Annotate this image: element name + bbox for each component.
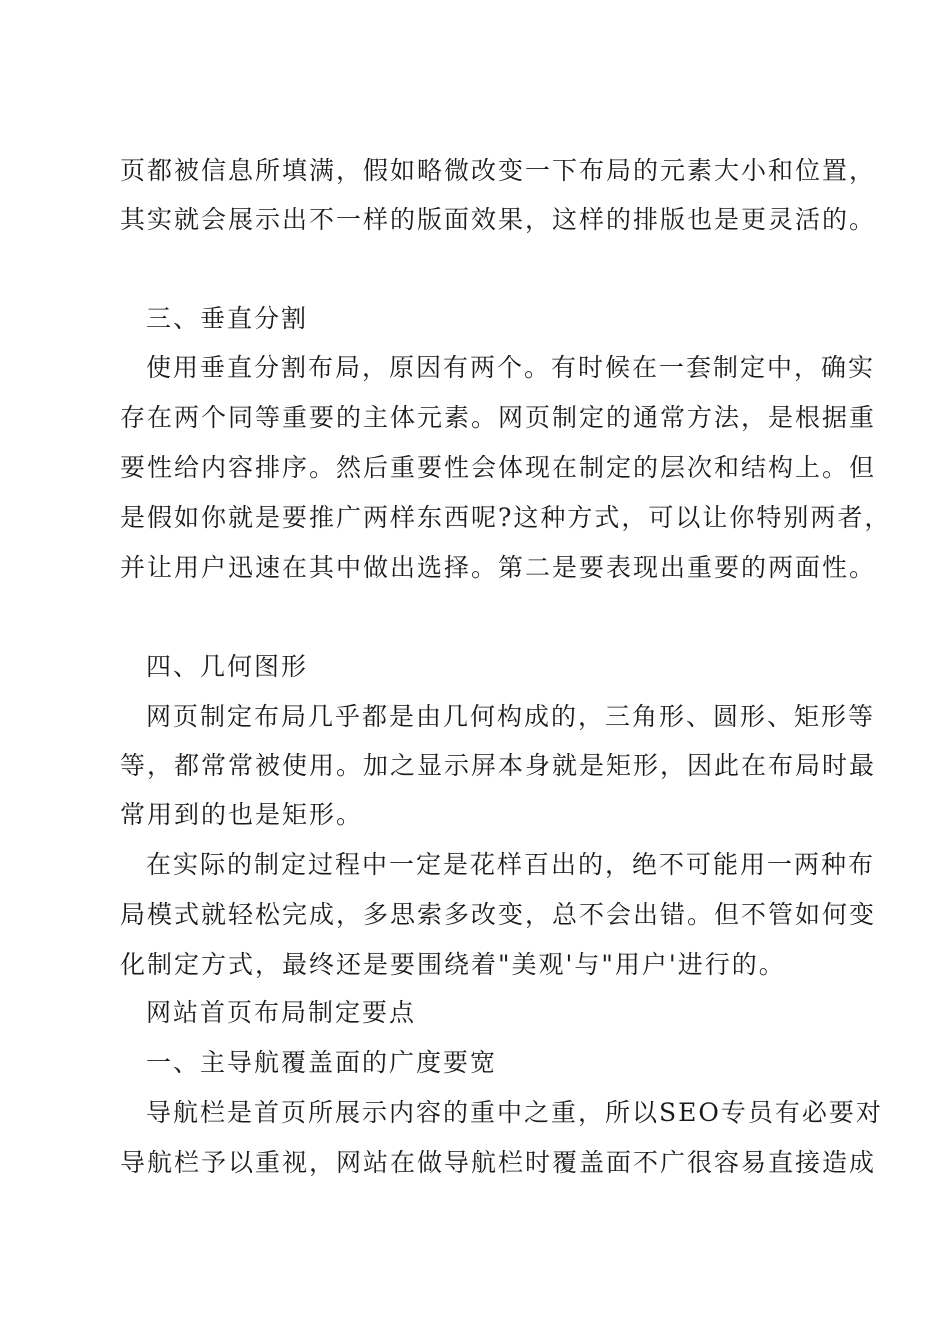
paragraph-line: 常用到的也是矩形。 bbox=[120, 800, 364, 829]
paragraph-line: 并让用户迅速在其中做出选择。第二是要表现出重要的两面性。 bbox=[120, 553, 877, 582]
paragraph-line: 在实际的制定过程中一定是花样百出的，绝不可能用一两种布 bbox=[146, 850, 876, 879]
paragraph-line: 使用垂直分割布局，原因有两个。有时候在一套制定中，确实 bbox=[146, 353, 876, 382]
paragraph-line: 局模式就轻松完成，多思索多改变，总不会出错。但不管如何变 bbox=[120, 900, 877, 929]
paragraph-line: 要性给内容排序。然后重要性会体现在制定的层次和结构上。但 bbox=[120, 453, 877, 482]
paragraph-line: 导航栏是首页所展示内容的重中之重，所以SEO专员有必要对 bbox=[146, 1098, 883, 1127]
paragraph-line: 导航栏予以重视，网站在做导航栏时覆盖面不广很容易直接造成 bbox=[120, 1148, 877, 1177]
paragraph-line: 其实就会展示出不一样的版面效果，这样的排版也是更灵活的。 bbox=[120, 205, 877, 234]
section-heading: 一、主导航覆盖面的广度要宽 bbox=[146, 1048, 498, 1077]
paragraph-line: 网页制定布局几乎都是由几何构成的，三角形、圆形、矩形等 bbox=[146, 702, 876, 731]
section-heading: 三、垂直分割 bbox=[146, 304, 309, 333]
paragraph-line: 化制定方式，最终还是要围绕着"美观'与"用户'进行的。 bbox=[120, 950, 786, 979]
section-heading: 四、几何图形 bbox=[146, 652, 309, 681]
paragraph-line: 等，都常常被使用。加之显示屏本身就是矩形，因此在布局时最 bbox=[120, 751, 877, 780]
paragraph-line: 是假如你就是要推广两样东西呢?这种方式，可以让你特别两者， bbox=[120, 503, 892, 532]
paragraph-line: 存在两个同等重要的主体元素。网页制定的通常方法，是根据重 bbox=[120, 403, 877, 432]
subheading: 网站首页布局制定要点 bbox=[146, 998, 417, 1027]
paragraph-line: 页都被信息所填满，假如略微改变一下布局的元素大小和位置， bbox=[120, 156, 877, 185]
